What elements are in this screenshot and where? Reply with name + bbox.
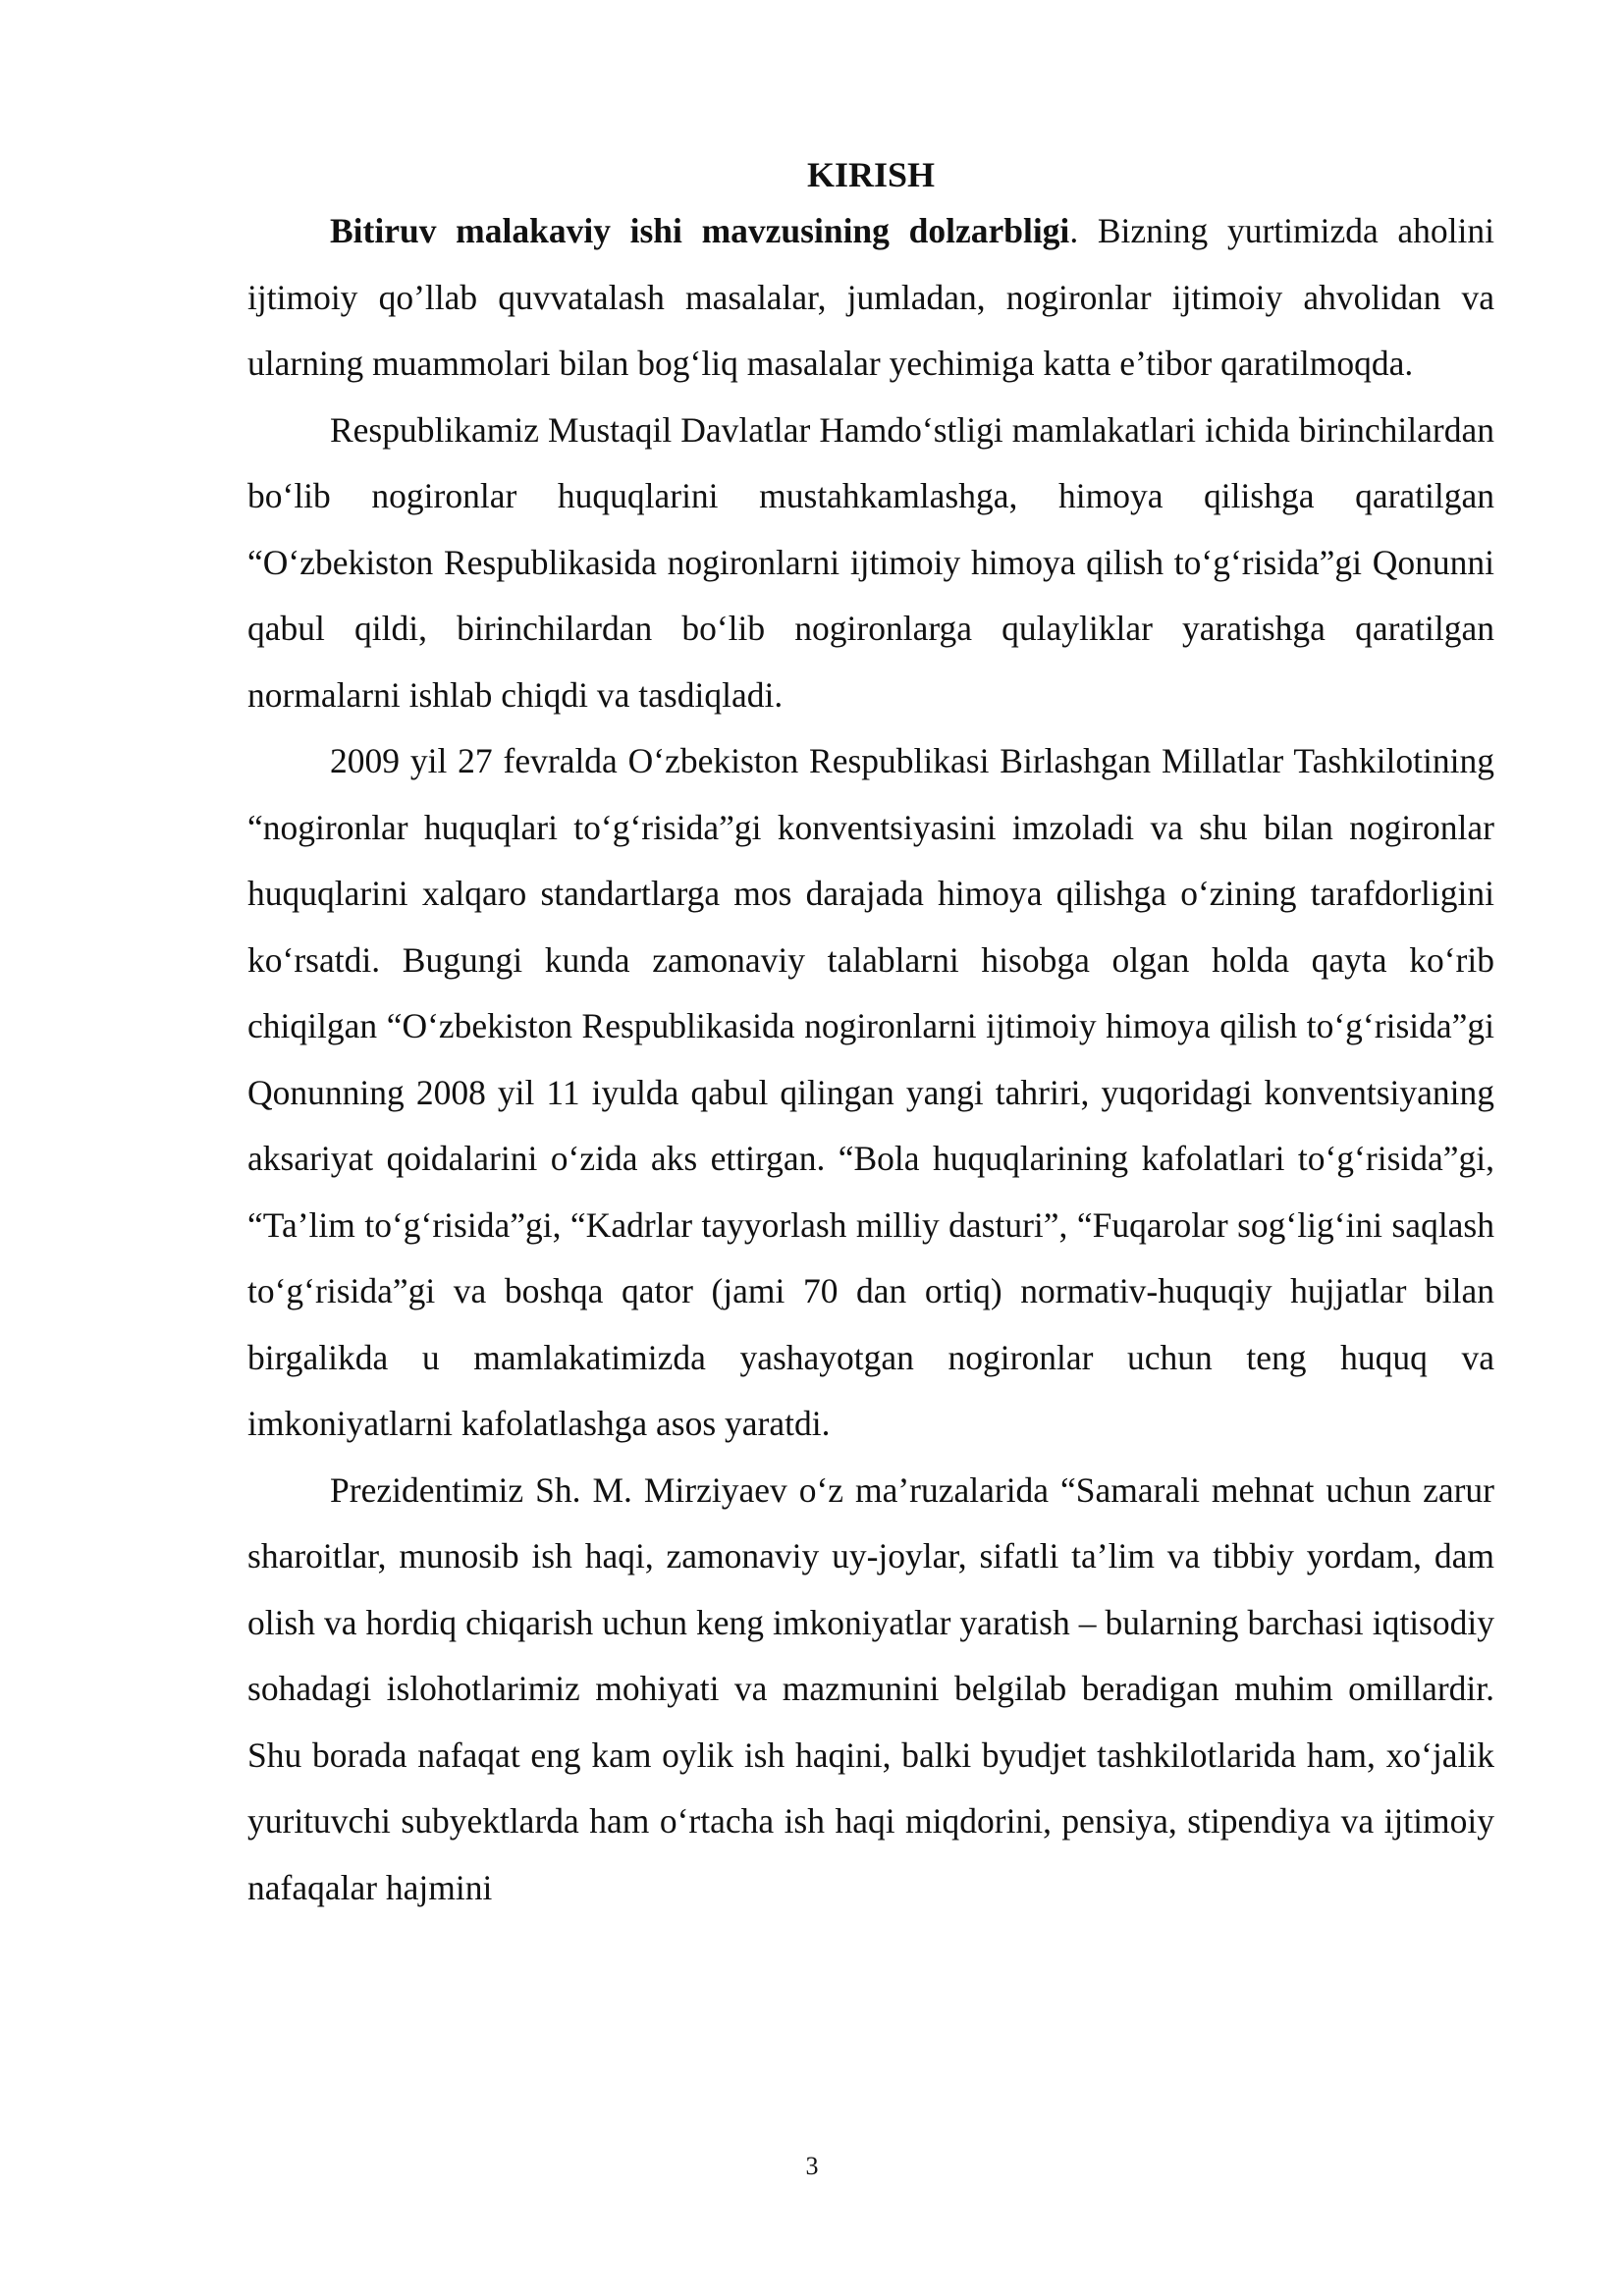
paragraph-cis-law: Respublikamiz Mustaqil Davlatlar Hamdo‘stligi mamlakatlari ichida birinchilardan bo‘lib nogironlar huquqlarini mustahkamlashga, himoya qilishga qaratilgan “O‘zbekiston Respublikasida nogironlarni ijtimoiy himoya qilish to‘g‘risida”gi Qonunni qabul qildi, birinchilardan bo‘lib nogironlarga qulayliklar yaratishga qaratilgan normalarni ishlab chiqdi va tasdiqladi. <box>247 409 1494 715</box>
paragraph-relevance <box>247 198 1494 398</box>
paragraph-lead-bold: Bitiruv malakaviy ishi mavzusining dolzarbligi <box>330 211 1070 250</box>
paragraph-president-speech: Prezidentimiz Sh. M. Mirziyaev o‘z ma’ruzalarida “Samarali mehnat uchun zarur sharoitlar, munosib ish haqi, zamonaviy uy-joylar, sifatli ta’lim va tibbiy yordam, dam olish va hordiq chiqarish uchun keng imkoniyatlar yaratish – bularning barchasi iqtisodiy sohadagi islohotlarimiz mohiyati va mazmunini belgilab beradigan muhim omillardir. Shu borada nafaqat eng kam oylik ish haqini, balki byudjet tashkilotlarida ham, xo‘jalik yurituvchi subyektlarda ham o‘rtacha ish haqi miqdorini, pensiya, stipendiya va ijtimoiy nafaqalar hajmini <box>247 1469 1494 1907</box>
document-body <box>247 151 1494 1921</box>
section-heading: KIRISH <box>806 155 936 194</box>
paragraph-text: . Bizning yurtimizda aholini ijtimoiy qo’llab quvvatalash masalalar, jumladan, nogironlar ijtimoiy ahvolidan va ularning muammolari bilan bog‘liq masalalar yechimiga katta e’tibor qaratilmoqda. <box>247 211 1495 383</box>
paragraph-un-convention: 2009 yil 27 fevralda O‘zbekiston Respublikasi Birlashgan Millatlar Tashkilotining “nogironlar huquqlari to‘g‘risida”gi konventsiyasini imzoladi va shu bilan nogironlar huquqlarini xalqaro standartlarga mos darajada himoya qilishga o‘zining tarafdorligini ko‘rsatdi. Bugungi kunda zamonaviy talablarni hisobga olgan holda qayta ko‘rib chiqilgan “O‘zbekiston Respublikasida nogironlarni ijtimoiy himoya qilish to‘g‘risida”gi Qonunning 2008 yil 11 iyulda qabul qilingan yangi tahriri, yuqoridagi konventsiyaning aksariyat qoidalarini o‘zida aks ettirgan. “Bola huquqlarining kafolatlari to‘g‘risida”gi, “Ta’lim to‘g‘risida”gi, “Kadrlar tayyorlash milliy dasturi”, “Fuqarolar sog‘lig‘ini saqlash to‘g‘risida”gi va boshqa qator (jami 70 dan ortiq) normativ-huquqiy hujjatlar bilan birgalikda u mamlakatimizda yashayotgan nogironlar uchun teng huquq va imkoniyatlarni kafolatlashga asos yaratdi. <box>247 741 1494 1443</box>
page-number: 3 <box>805 2152 819 2180</box>
